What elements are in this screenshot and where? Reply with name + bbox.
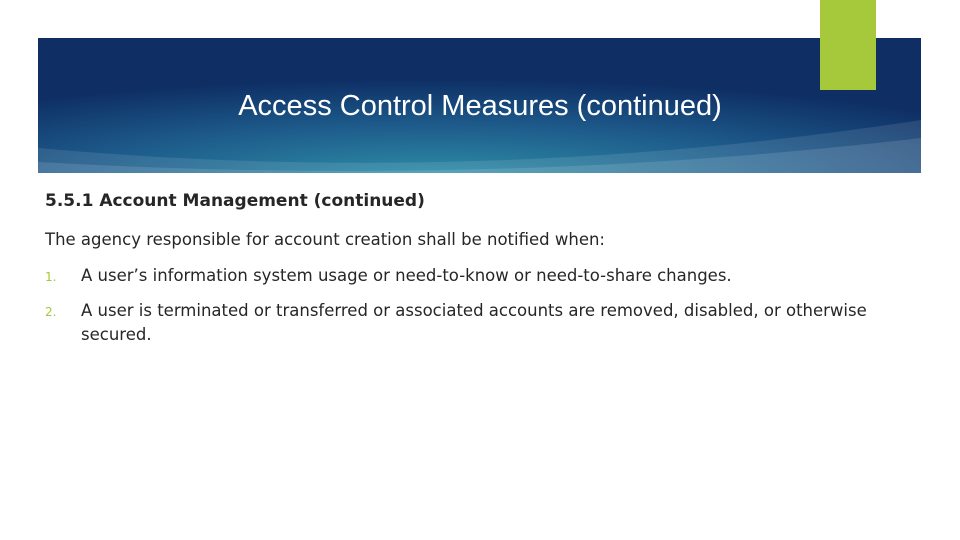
- intro-text: The agency responsible for account creation shall be notified when:: [45, 230, 605, 249]
- list-item: [45, 299, 905, 347]
- section-heading: 5.5.1 Account Management (continued): [45, 191, 425, 211]
- list-item-text: A user is terminated or transferred or associated accounts are removed, disabled, or otherwise secured.: [81, 301, 867, 344]
- list-item: [45, 264, 905, 288]
- slide-title: Access Control Measures (continued): [238, 90, 722, 122]
- numbered-list: [45, 264, 905, 347]
- list-item-text: A user’s information system usage or need-to-know or need-to-share changes.: [81, 266, 732, 285]
- list-item-number: 1.: [45, 270, 57, 284]
- list-item-number: 2.: [45, 305, 57, 319]
- accent-bar: [820, 0, 876, 90]
- slide-content: [45, 188, 905, 358]
